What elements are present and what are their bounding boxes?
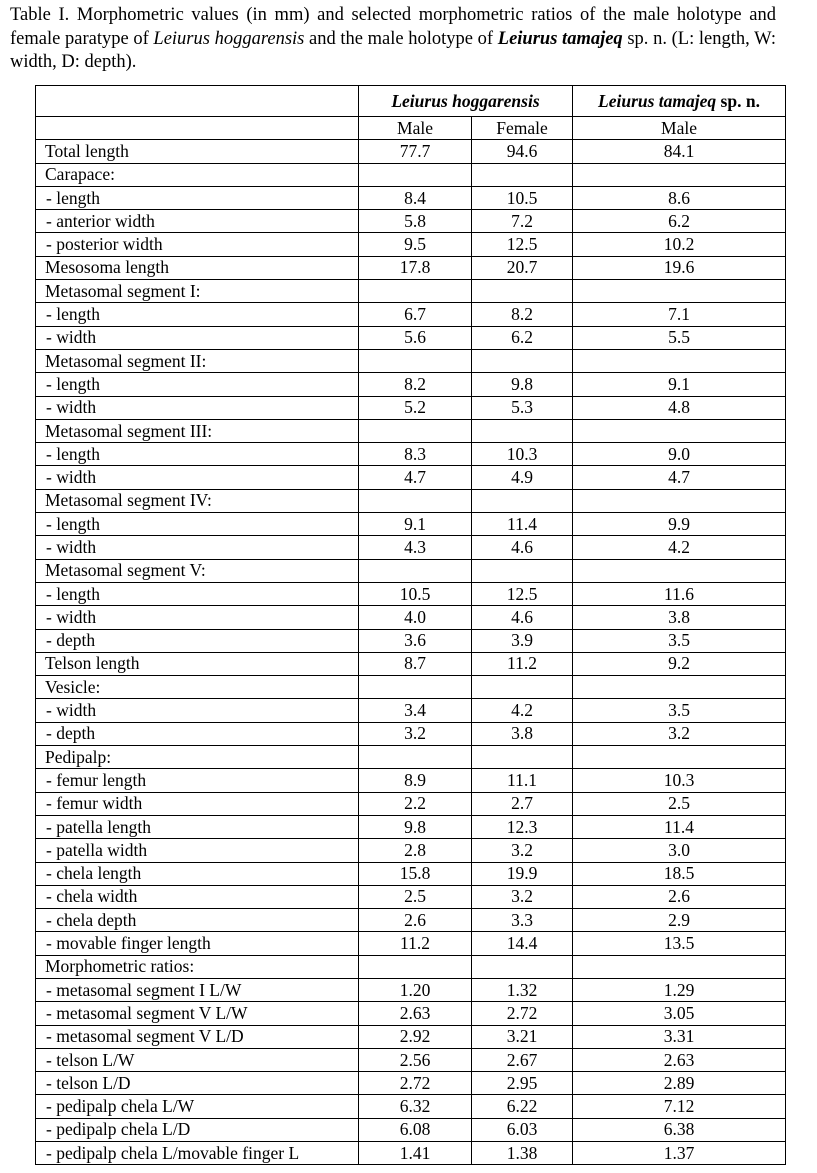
- row-label: - length: [36, 373, 359, 396]
- table-row: [36, 792, 786, 815]
- table-row: [36, 559, 786, 582]
- value-male-hoggarensis: 2.72: [359, 1072, 472, 1095]
- value-female-hoggarensis: 11.2: [472, 652, 573, 675]
- value-female-hoggarensis: 6.2: [472, 326, 573, 349]
- value-male-tamajeq: 3.0: [573, 839, 786, 862]
- table-row: [36, 746, 786, 769]
- value-male-tamajeq: 2.63: [573, 1048, 786, 1071]
- value-female-hoggarensis: 10.5: [472, 186, 573, 209]
- value-male-hoggarensis: 8.7: [359, 652, 472, 675]
- row-label: - length: [36, 303, 359, 326]
- value-female-hoggarensis: 1.38: [472, 1142, 573, 1165]
- table-row: [36, 513, 786, 536]
- value-male-hoggarensis: 6.08: [359, 1118, 472, 1141]
- row-label: Total length: [36, 140, 359, 163]
- table-row: [36, 769, 786, 792]
- value-male-hoggarensis: 6.32: [359, 1095, 472, 1118]
- row-label: - width: [36, 536, 359, 559]
- row-label: - length: [36, 513, 359, 536]
- table-row: [36, 466, 786, 489]
- value-male-tamajeq: 8.6: [573, 186, 786, 209]
- row-label: - width: [36, 699, 359, 722]
- value-male-hoggarensis: 2.8: [359, 839, 472, 862]
- morphometric-table: [35, 85, 786, 1165]
- row-label: - width: [36, 326, 359, 349]
- table-row: [36, 326, 786, 349]
- row-label: Morphometric ratios:: [36, 955, 359, 978]
- value-male-hoggarensis: 9.1: [359, 513, 472, 536]
- value-male-hoggarensis: 8.3: [359, 443, 472, 466]
- table-row: [36, 652, 786, 675]
- value-male-hoggarensis: 3.6: [359, 629, 472, 652]
- value-male-hoggarensis: 2.5: [359, 885, 472, 908]
- row-label: - telson L/W: [36, 1048, 359, 1071]
- value-female-hoggarensis: 14.4: [472, 932, 573, 955]
- row-label: - chela length: [36, 862, 359, 885]
- value-male-hoggarensis: 2.2: [359, 792, 472, 815]
- table-row: [36, 862, 786, 885]
- table-header-row-species: [36, 86, 786, 117]
- value-female-hoggarensis: 6.03: [472, 1118, 573, 1141]
- row-label: Telson length: [36, 652, 359, 675]
- value-female-hoggarensis: [472, 163, 573, 186]
- table-row: [36, 676, 786, 699]
- table-row: [36, 1095, 786, 1118]
- value-male-tamajeq: 10.3: [573, 769, 786, 792]
- value-male-hoggarensis: 1.41: [359, 1142, 472, 1165]
- value-male-hoggarensis: 17.8: [359, 256, 472, 279]
- value-male-hoggarensis: 1.20: [359, 978, 472, 1001]
- value-male-hoggarensis: [359, 349, 472, 372]
- value-male-tamajeq: 9.9: [573, 513, 786, 536]
- header-hoggarensis: Leiurus hoggarensis: [359, 86, 573, 117]
- value-female-hoggarensis: 4.6: [472, 536, 573, 559]
- row-label: Mesosoma length: [36, 256, 359, 279]
- value-male-hoggarensis: 2.63: [359, 1002, 472, 1025]
- value-male-tamajeq: 6.38: [573, 1118, 786, 1141]
- table-row: [36, 256, 786, 279]
- value-male-tamajeq: 13.5: [573, 932, 786, 955]
- value-female-hoggarensis: 1.32: [472, 978, 573, 1001]
- table-row: [36, 163, 786, 186]
- table-row: [36, 233, 786, 256]
- value-female-hoggarensis: 7.2: [472, 210, 573, 233]
- row-label: Metasomal segment II:: [36, 349, 359, 372]
- value-male-tamajeq: 9.0: [573, 443, 786, 466]
- row-label: Vesicle:: [36, 676, 359, 699]
- row-label: - posterior width: [36, 233, 359, 256]
- row-label: - width: [36, 396, 359, 419]
- table-row: [36, 1002, 786, 1025]
- row-label: - width: [36, 466, 359, 489]
- table-row: [36, 932, 786, 955]
- header-tamajeq: [573, 86, 786, 117]
- value-male-hoggarensis: 5.2: [359, 396, 472, 419]
- value-female-hoggarensis: 12.5: [472, 582, 573, 605]
- value-male-hoggarensis: 11.2: [359, 932, 472, 955]
- value-male-tamajeq: 3.8: [573, 606, 786, 629]
- value-male-hoggarensis: 9.8: [359, 815, 472, 838]
- row-label: - patella length: [36, 815, 359, 838]
- value-female-hoggarensis: 2.7: [472, 792, 573, 815]
- row-label: - chela width: [36, 885, 359, 908]
- value-male-hoggarensis: [359, 280, 472, 303]
- table-row: [36, 909, 786, 932]
- table-row: [36, 1118, 786, 1141]
- value-male-tamajeq: 11.6: [573, 582, 786, 605]
- row-label: - anterior width: [36, 210, 359, 233]
- table-row: [36, 839, 786, 862]
- value-female-hoggarensis: 94.6: [472, 140, 573, 163]
- table-caption: [10, 4, 776, 75]
- value-male-hoggarensis: [359, 746, 472, 769]
- value-male-hoggarensis: 3.4: [359, 699, 472, 722]
- row-label: - depth: [36, 629, 359, 652]
- table-row: [36, 419, 786, 442]
- value-male-tamajeq: 7.1: [573, 303, 786, 326]
- value-male-hoggarensis: 3.2: [359, 722, 472, 745]
- header-blank-cell: [36, 86, 359, 117]
- table-row: [36, 582, 786, 605]
- value-female-hoggarensis: 6.22: [472, 1095, 573, 1118]
- caption-species-suffix: sp. n.: [622, 28, 667, 49]
- row-label: - length: [36, 443, 359, 466]
- value-female-hoggarensis: [472, 676, 573, 699]
- table-row: [36, 186, 786, 209]
- row-label: Pedipalp:: [36, 746, 359, 769]
- value-female-hoggarensis: 9.8: [472, 373, 573, 396]
- caption-text-3: (L: length, W: width, D: depth).: [10, 28, 776, 72]
- value-female-hoggarensis: 11.1: [472, 769, 573, 792]
- row-label: Metasomal segment V:: [36, 559, 359, 582]
- value-female-hoggarensis: [472, 955, 573, 978]
- value-male-tamajeq: [573, 955, 786, 978]
- row-label: - chela depth: [36, 909, 359, 932]
- value-female-hoggarensis: [472, 419, 573, 442]
- table-row: [36, 1048, 786, 1071]
- table-row: [36, 280, 786, 303]
- value-male-hoggarensis: 77.7: [359, 140, 472, 163]
- table-row: [36, 489, 786, 512]
- value-male-tamajeq: [573, 163, 786, 186]
- value-female-hoggarensis: [472, 489, 573, 512]
- value-female-hoggarensis: 10.3: [472, 443, 573, 466]
- value-male-tamajeq: 11.4: [573, 815, 786, 838]
- value-male-hoggarensis: 10.5: [359, 582, 472, 605]
- value-male-tamajeq: [573, 419, 786, 442]
- value-male-tamajeq: 10.2: [573, 233, 786, 256]
- value-female-hoggarensis: 19.9: [472, 862, 573, 885]
- table-row: [36, 722, 786, 745]
- table-row: [36, 885, 786, 908]
- value-male-hoggarensis: 2.56: [359, 1048, 472, 1071]
- table-row: [36, 396, 786, 419]
- value-male-tamajeq: 3.2: [573, 722, 786, 745]
- table-row: [36, 1025, 786, 1048]
- value-male-tamajeq: 4.2: [573, 536, 786, 559]
- value-male-hoggarensis: [359, 489, 472, 512]
- value-female-hoggarensis: 4.6: [472, 606, 573, 629]
- table-row: [36, 1072, 786, 1095]
- value-male-tamajeq: [573, 676, 786, 699]
- value-male-hoggarensis: 4.7: [359, 466, 472, 489]
- value-male-tamajeq: 3.05: [573, 1002, 786, 1025]
- value-female-hoggarensis: 3.21: [472, 1025, 573, 1048]
- table-header-row-sex: [36, 117, 786, 140]
- table-row: [36, 443, 786, 466]
- value-male-tamajeq: 2.9: [573, 909, 786, 932]
- value-female-hoggarensis: 3.3: [472, 909, 573, 932]
- value-male-hoggarensis: 8.2: [359, 373, 472, 396]
- value-male-hoggarensis: 4.0: [359, 606, 472, 629]
- value-male-hoggarensis: 8.4: [359, 186, 472, 209]
- value-male-tamajeq: 1.29: [573, 978, 786, 1001]
- value-male-tamajeq: 5.5: [573, 326, 786, 349]
- table-row: [36, 955, 786, 978]
- value-male-hoggarensis: [359, 419, 472, 442]
- table-row: [36, 303, 786, 326]
- row-label: - length: [36, 582, 359, 605]
- value-female-hoggarensis: 5.3: [472, 396, 573, 419]
- row-label: Metasomal segment I:: [36, 280, 359, 303]
- table-row: [36, 629, 786, 652]
- value-female-hoggarensis: 20.7: [472, 256, 573, 279]
- value-male-hoggarensis: 6.7: [359, 303, 472, 326]
- table-row: [36, 1142, 786, 1165]
- value-male-tamajeq: [573, 349, 786, 372]
- row-label: - length: [36, 186, 359, 209]
- table-row: [36, 815, 786, 838]
- header-sex-blank-cell: [36, 117, 359, 140]
- value-male-hoggarensis: [359, 163, 472, 186]
- row-label: - movable finger length: [36, 932, 359, 955]
- value-female-hoggarensis: 3.9: [472, 629, 573, 652]
- value-male-tamajeq: [573, 489, 786, 512]
- value-female-hoggarensis: [472, 746, 573, 769]
- value-male-hoggarensis: 5.6: [359, 326, 472, 349]
- value-male-tamajeq: 19.6: [573, 256, 786, 279]
- value-male-tamajeq: 6.2: [573, 210, 786, 233]
- value-male-tamajeq: 9.2: [573, 652, 786, 675]
- table-row: [36, 140, 786, 163]
- value-female-hoggarensis: 3.2: [472, 839, 573, 862]
- row-label: - femur width: [36, 792, 359, 815]
- value-female-hoggarensis: 2.67: [472, 1048, 573, 1071]
- row-label: - metasomal segment V L/W: [36, 1002, 359, 1025]
- value-male-tamajeq: 2.5: [573, 792, 786, 815]
- table-row: [36, 699, 786, 722]
- value-female-hoggarensis: [472, 280, 573, 303]
- header-sex-male-hoggarensis: Male: [359, 117, 472, 140]
- header-tamajeq-suffix: sp. n.: [716, 90, 760, 111]
- row-label: - width: [36, 606, 359, 629]
- caption-text-1: Table I. Morphometric values (in mm) and selected morphometric ratios of the male holotype and female paratype of: [10, 5, 776, 49]
- value-female-hoggarensis: 4.9: [472, 466, 573, 489]
- value-female-hoggarensis: [472, 349, 573, 372]
- table-row: [36, 349, 786, 372]
- value-female-hoggarensis: 8.2: [472, 303, 573, 326]
- value-female-hoggarensis: 3.2: [472, 885, 573, 908]
- row-label: Metasomal segment III:: [36, 419, 359, 442]
- value-male-hoggarensis: 5.8: [359, 210, 472, 233]
- value-male-hoggarensis: 9.5: [359, 233, 472, 256]
- value-male-tamajeq: [573, 746, 786, 769]
- value-male-hoggarensis: 2.6: [359, 909, 472, 932]
- value-male-tamajeq: 84.1: [573, 140, 786, 163]
- row-label: - pedipalp chela L/D: [36, 1118, 359, 1141]
- row-label: Carapace:: [36, 163, 359, 186]
- value-female-hoggarensis: 4.2: [472, 699, 573, 722]
- value-female-hoggarensis: 2.95: [472, 1072, 573, 1095]
- caption-text-2: and the male holotype of: [304, 28, 498, 49]
- value-female-hoggarensis: [472, 559, 573, 582]
- value-male-hoggarensis: [359, 676, 472, 699]
- value-female-hoggarensis: 12.5: [472, 233, 573, 256]
- value-male-hoggarensis: [359, 955, 472, 978]
- value-male-tamajeq: 7.12: [573, 1095, 786, 1118]
- value-male-tamajeq: 3.5: [573, 699, 786, 722]
- row-label: - telson L/D: [36, 1072, 359, 1095]
- value-male-tamajeq: 4.7: [573, 466, 786, 489]
- value-male-tamajeq: [573, 559, 786, 582]
- table-row: [36, 606, 786, 629]
- value-female-hoggarensis: 11.4: [472, 513, 573, 536]
- value-male-tamajeq: 2.6: [573, 885, 786, 908]
- row-label: - depth: [36, 722, 359, 745]
- caption-species-hoggarensis: Leiurus hoggarensis: [153, 28, 305, 49]
- value-male-tamajeq: 2.89: [573, 1072, 786, 1095]
- value-female-hoggarensis: 12.3: [472, 815, 573, 838]
- value-female-hoggarensis: 2.72: [472, 1002, 573, 1025]
- value-male-tamajeq: 18.5: [573, 862, 786, 885]
- row-label: - femur length: [36, 769, 359, 792]
- table-row: [36, 210, 786, 233]
- row-label: - patella width: [36, 839, 359, 862]
- row-label: - metasomal segment I L/W: [36, 978, 359, 1001]
- value-male-hoggarensis: 4.3: [359, 536, 472, 559]
- caption-species-tamajeq: Leiurus tamajeq: [497, 28, 623, 49]
- table-row: [36, 536, 786, 559]
- value-male-tamajeq: 9.1: [573, 373, 786, 396]
- value-female-hoggarensis: 3.8: [472, 722, 573, 745]
- row-label: Metasomal segment IV:: [36, 489, 359, 512]
- value-male-hoggarensis: [359, 559, 472, 582]
- header-tamajeq-name: Leiurus tamajeq: [598, 90, 717, 111]
- table-row: [36, 373, 786, 396]
- table-row: [36, 978, 786, 1001]
- row-label: - metasomal segment V L/D: [36, 1025, 359, 1048]
- header-sex-male-tamajeq: Male: [573, 117, 786, 140]
- value-male-tamajeq: 3.5: [573, 629, 786, 652]
- row-label: - pedipalp chela L/movable finger L: [36, 1142, 359, 1165]
- value-male-tamajeq: 1.37: [573, 1142, 786, 1165]
- value-male-hoggarensis: 2.92: [359, 1025, 472, 1048]
- value-male-tamajeq: 4.8: [573, 396, 786, 419]
- value-male-tamajeq: 3.31: [573, 1025, 786, 1048]
- value-male-tamajeq: [573, 280, 786, 303]
- value-male-hoggarensis: 8.9: [359, 769, 472, 792]
- header-sex-female-hoggarensis: Female: [472, 117, 573, 140]
- value-male-hoggarensis: 15.8: [359, 862, 472, 885]
- row-label: - pedipalp chela L/W: [36, 1095, 359, 1118]
